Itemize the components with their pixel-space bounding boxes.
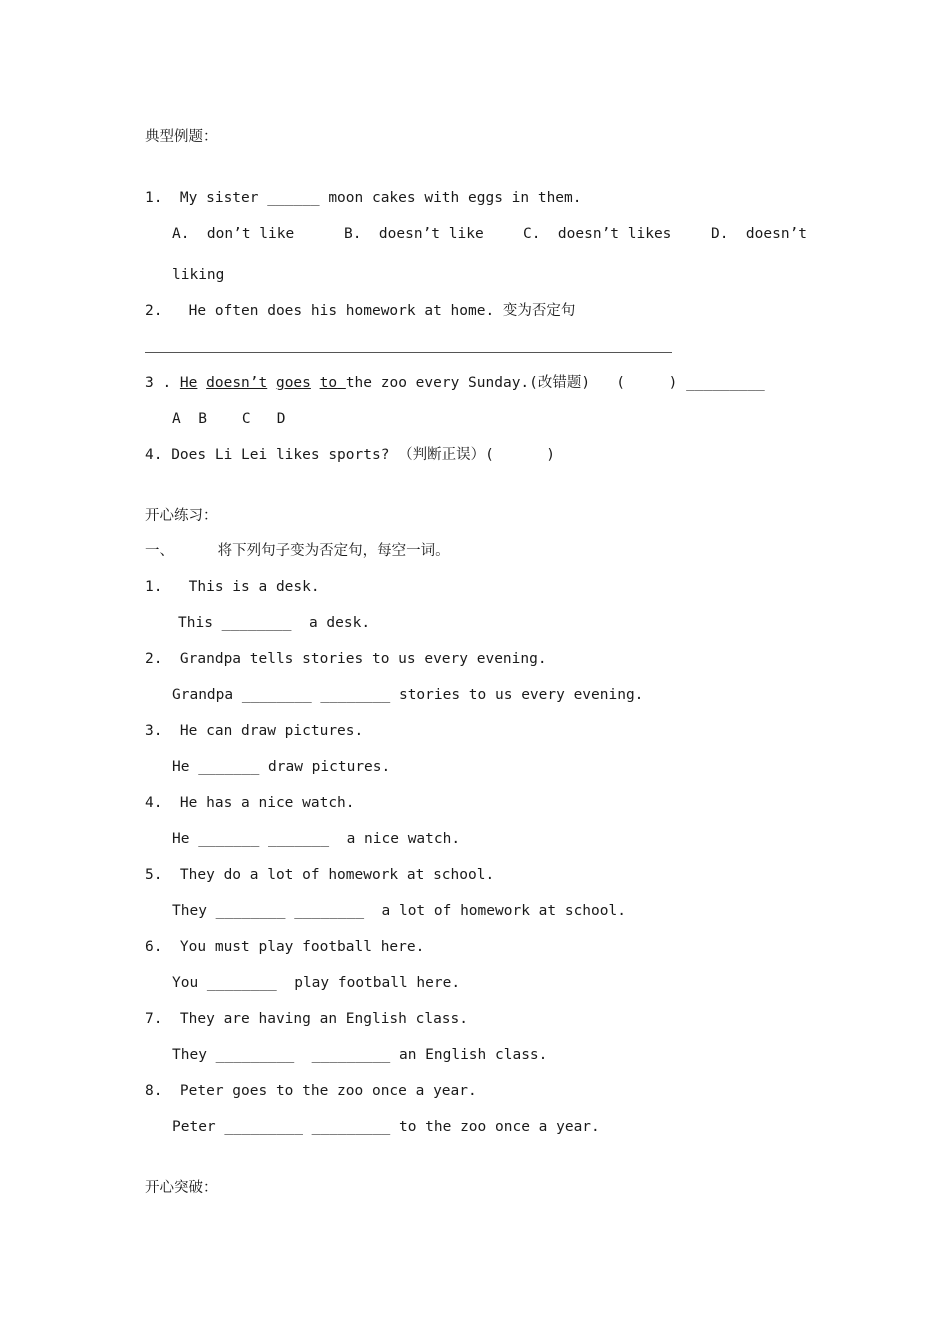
practice-2-question: 2. Grandpa tells stories to us every evening.: [145, 651, 547, 667]
example-3-word-a: He: [179, 375, 198, 391]
practice-3-answer: He _______ draw pictures.: [172, 759, 391, 775]
example-3-word-b: doesn’t: [206, 375, 268, 391]
practice-7-question: 7. They are having an English class.: [145, 1011, 469, 1027]
example-3-rest: the zoo every Sunday.(改错题) ( ) _________: [345, 375, 765, 391]
answer-line: [145, 352, 672, 353]
practice-1-question: 1. This is a desk.: [145, 579, 320, 595]
section-heading-example: 典型例题：: [145, 129, 218, 145]
practice-5-question: 5. They do a lot of homework at school.: [145, 867, 495, 883]
section-heading-practice: 开心练习：: [145, 508, 218, 524]
example-1-option-a: A. don’t like: [172, 226, 295, 242]
example-1-option-b: B. doesn’t like: [344, 226, 484, 242]
section-heading-breakthrough: 开心突破：: [145, 1180, 218, 1196]
practice-1-answer: This ________ a desk.: [178, 615, 371, 631]
example-3-option-letters: A B C D: [172, 411, 286, 427]
practice-instruction: 一、 将下列句子变为否定句，每空一词。: [145, 543, 450, 559]
example-3-number: 3 .: [145, 375, 180, 391]
practice-8-question: 8. Peter goes to the zoo once a year.: [145, 1083, 477, 1099]
practice-3-question: 3. He can draw pictures.: [145, 723, 364, 739]
example-2-question: 2. He often does his homework at home. 变为否定句: [145, 303, 576, 319]
practice-4-question: 4. He has a nice watch.: [145, 795, 355, 811]
example-3-word-c: goes: [275, 375, 311, 391]
example-3-question: [145, 373, 765, 393]
practice-6-question: 6. You must play football here.: [145, 939, 425, 955]
practice-7-answer: They _________ _________ an English class.: [172, 1047, 548, 1063]
practice-6-answer: You ________ play football here.: [172, 975, 461, 991]
example-1-option-c: C. doesn’t likes: [523, 226, 672, 242]
example-1-option-d: D. doesn’t: [711, 226, 808, 242]
example-4-question: 4. Does Li Lei likes sports? （判断正误）( ): [145, 447, 555, 463]
practice-2-answer: Grandpa ________ ________ stories to us every evening.: [172, 687, 644, 703]
practice-8-answer: Peter _________ _________ to the zoo once a year.: [172, 1119, 600, 1135]
example-1-option-d-continued: liking: [172, 267, 225, 283]
practice-5-answer: They ________ ________ a lot of homework at school.: [172, 903, 626, 919]
example-1-question: 1. My sister ______ moon cakes with eggs in them.: [145, 190, 582, 206]
practice-4-answer: He _______ _______ a nice watch.: [172, 831, 461, 847]
example-3-word-d: to: [319, 375, 338, 391]
